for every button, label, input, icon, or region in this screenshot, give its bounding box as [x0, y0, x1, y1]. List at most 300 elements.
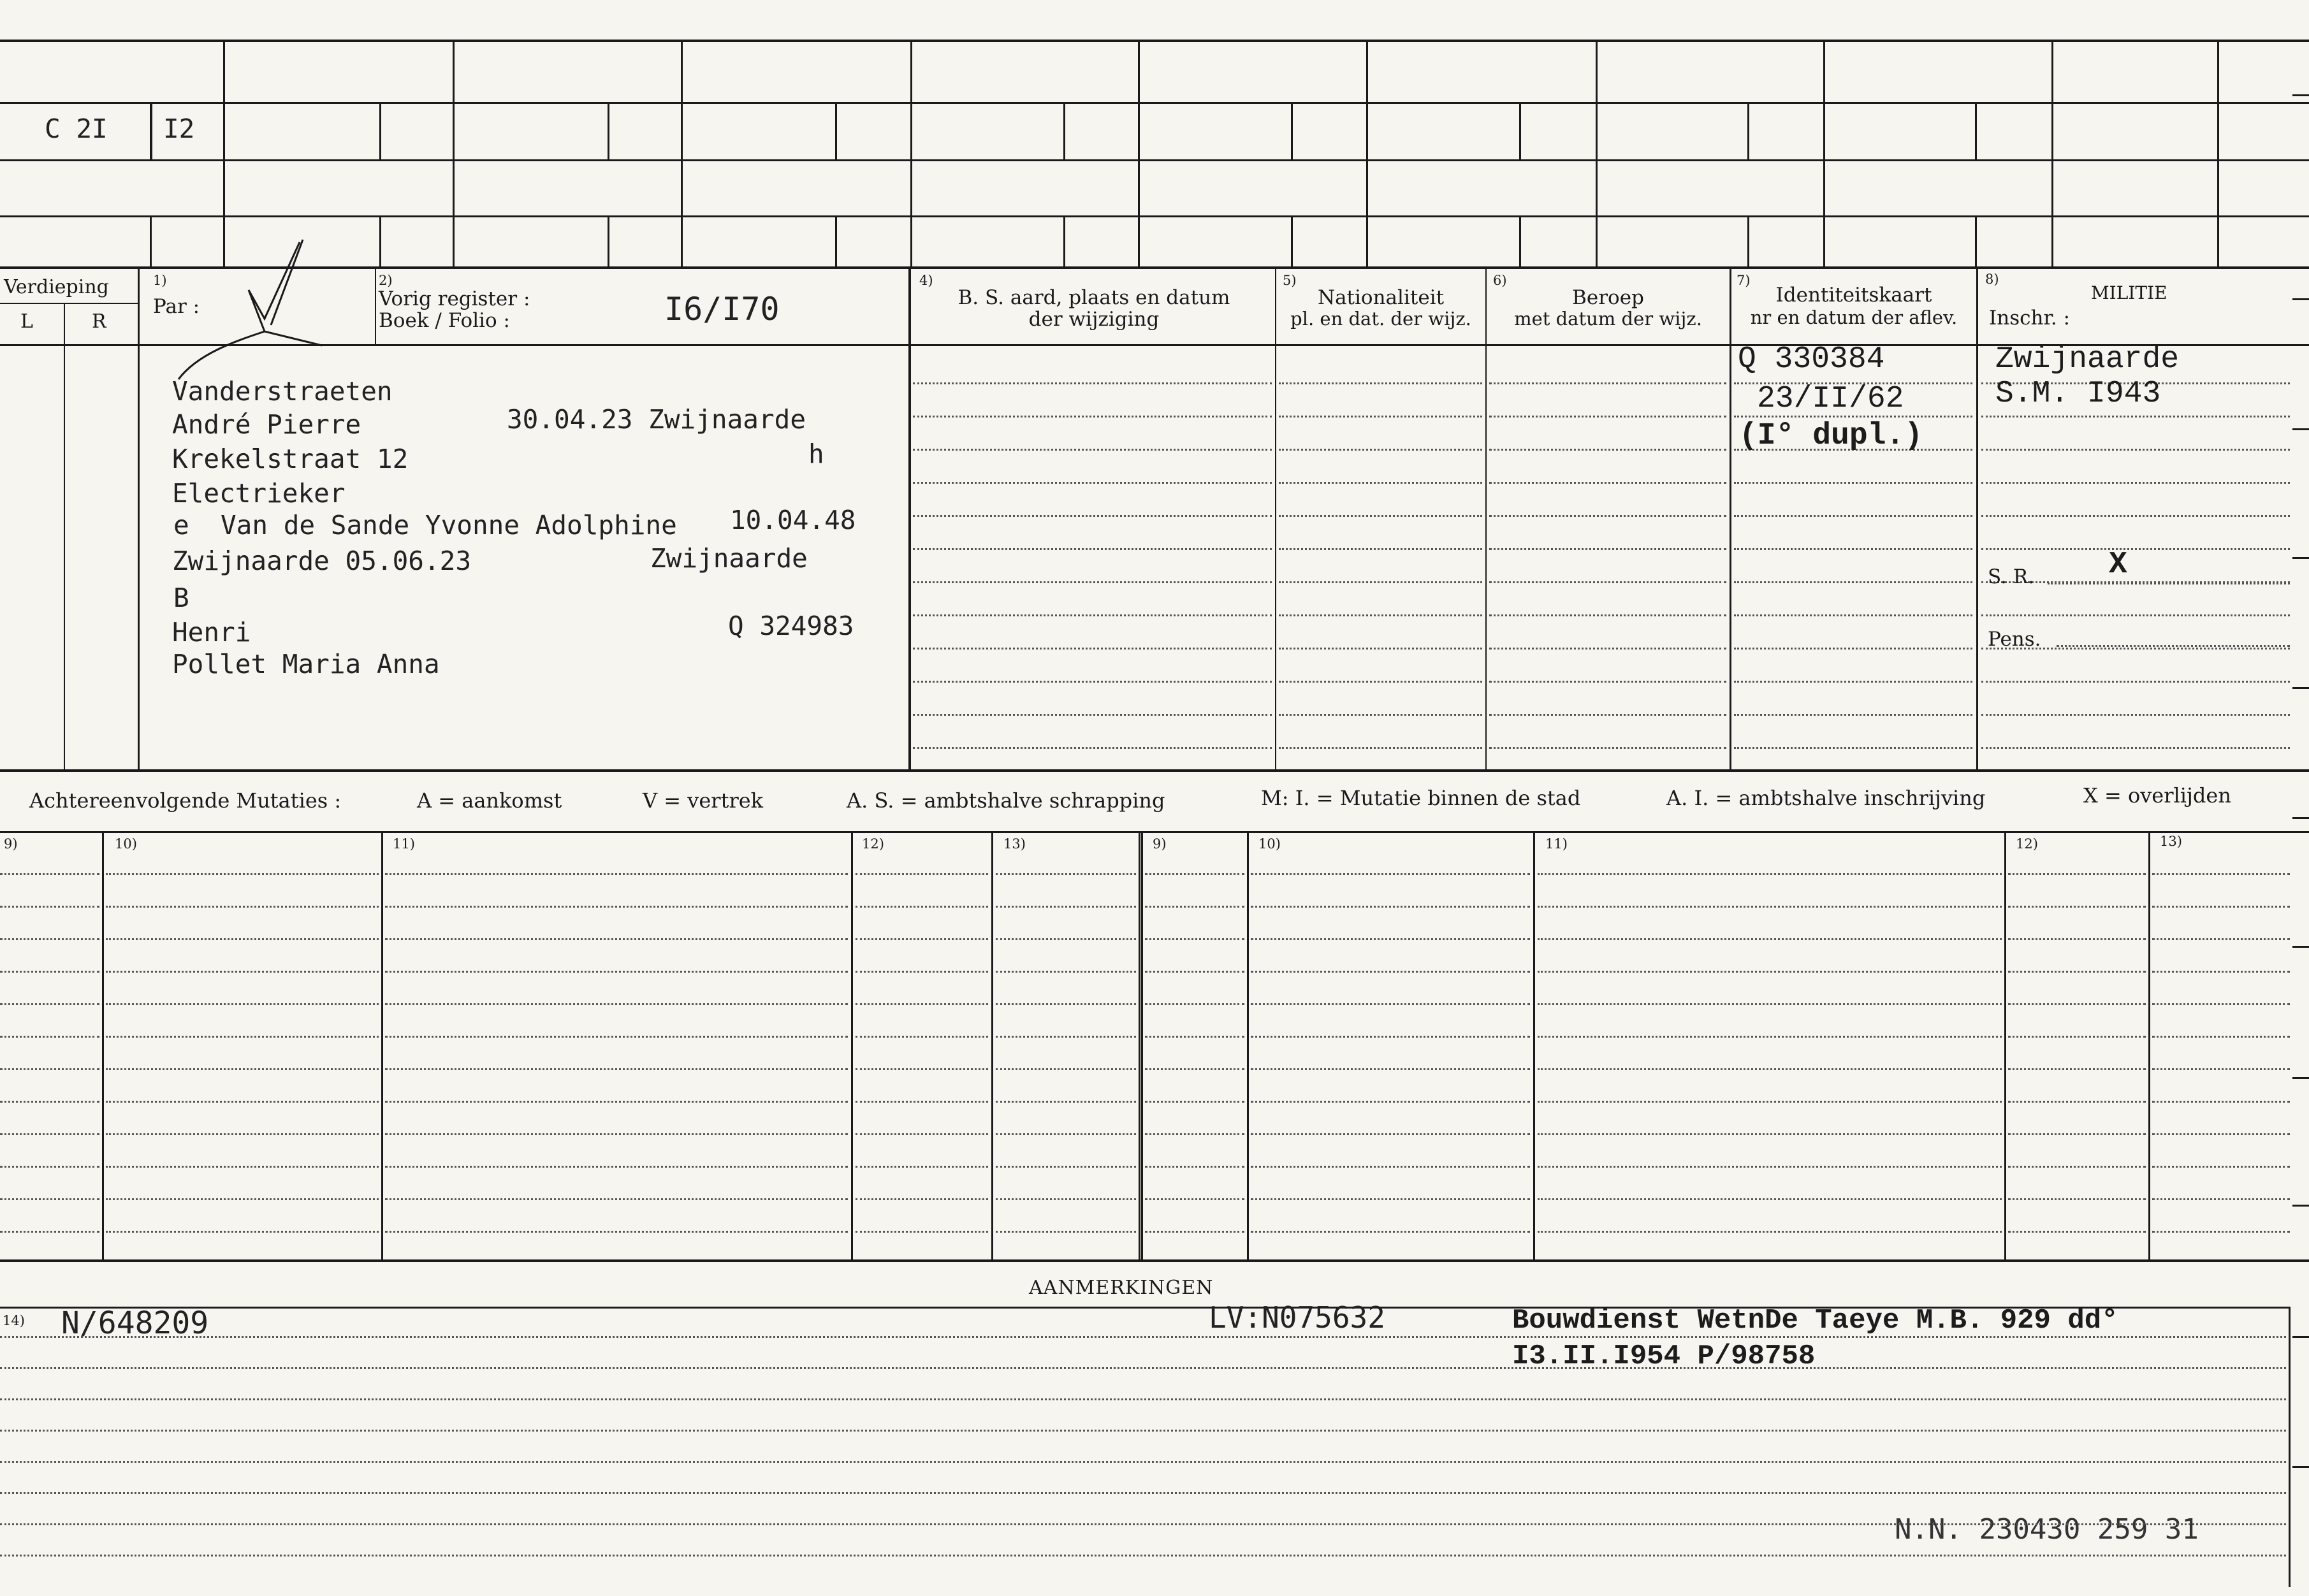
dotted-line [1538, 873, 2002, 875]
dotted-line [1279, 548, 1482, 550]
dotted-line [1538, 971, 2002, 973]
mut-col-10: 10) [115, 836, 137, 852]
mut-col-11: 11) [393, 836, 415, 852]
grid-line [1747, 215, 1749, 268]
dotted-line [106, 1231, 379, 1233]
dotted-line [856, 906, 988, 908]
dotted-line [856, 971, 988, 973]
col-8-number: 8) [1985, 272, 1999, 287]
dotted-line [1145, 1198, 1244, 1200]
dotted-line [856, 1036, 988, 1038]
dotted-line [1279, 449, 1482, 451]
grid-line [910, 40, 912, 268]
dotted-line [2008, 1133, 2146, 1135]
column-divider [64, 303, 65, 769]
edge-tick [2292, 1077, 2309, 1079]
person-birth: 30.04.23 Zwijnaarde [507, 404, 806, 435]
dotted-line [0, 1555, 2286, 1556]
col-4-number: 4) [919, 273, 933, 288]
grid-line [1291, 215, 1293, 268]
dotted-line [2008, 906, 2146, 908]
dotted-line [1279, 482, 1482, 484]
signature-mark [140, 229, 344, 395]
dotted-line [0, 873, 99, 875]
dotted-line [1279, 581, 1482, 583]
dotted-line [856, 938, 988, 940]
dotted-line [1251, 1198, 1530, 1200]
remarks-date-ref: I3.II.I954 P/98758 [1512, 1340, 1816, 1372]
grid-line [64, 305, 65, 344]
dotted-line [913, 382, 1272, 384]
dotted-line [996, 1068, 1136, 1070]
dotted-line [1145, 1036, 1244, 1038]
dotted-line [0, 1398, 2286, 1400]
inschr-label: Inschr. : [1989, 307, 2071, 330]
header-top-line [0, 266, 2309, 269]
dotted-line [1279, 681, 1482, 683]
dotted-line [1538, 938, 2002, 940]
militie-label: MILITIE [2091, 282, 2167, 303]
grid-line [379, 215, 381, 268]
mut-col-13b: 13) [2160, 834, 2182, 849]
person-given-names: André Pierre [172, 409, 361, 440]
dotted-line [913, 648, 1272, 649]
dotted-line [2152, 906, 2290, 908]
dotted-line [2008, 1003, 2146, 1005]
column-divider [138, 268, 140, 769]
marriage-date: 10.04.48 [730, 505, 856, 535]
column-divider [2004, 832, 2006, 1259]
bs-aard-label: B. S. aard, plaats en datum [958, 286, 1230, 309]
dotted-line [2008, 1101, 2146, 1103]
dotted-line [0, 1336, 2286, 1338]
i-code: I2 [163, 113, 195, 144]
dotted-line [2152, 1166, 2290, 1168]
column-divider [1275, 268, 1276, 769]
grid-line [1063, 102, 1065, 159]
grid-line [835, 102, 837, 159]
dotted-line [0, 1101, 99, 1103]
dotted-line [2008, 1231, 2146, 1233]
dotted-line [913, 548, 1272, 550]
dotted-line [913, 614, 1272, 616]
mother-name: Pollet Maria Anna [172, 649, 440, 679]
column-divider [375, 268, 376, 344]
column-divider [381, 832, 383, 1259]
dotted-line [2152, 1101, 2290, 1103]
father-name: Henri [172, 617, 251, 648]
edge-tick [2292, 298, 2309, 300]
remarks-title: AANMERKINGEN [1029, 1277, 1214, 1299]
dotted-line [996, 1003, 1136, 1005]
dotted-line [106, 1003, 379, 1005]
dotted-line [1251, 1036, 1530, 1038]
dotted-line [1981, 482, 2290, 484]
dotted-line [0, 1461, 2286, 1463]
grid-line [608, 215, 609, 268]
dotted-line [2008, 938, 2146, 940]
person-surname: Vanderstraeten [172, 376, 393, 407]
legend-mutatie: M: I. = Mutatie binnen de stad [1261, 786, 1581, 810]
dotted-line [996, 1133, 1136, 1135]
grid-line [2051, 40, 2053, 268]
dotted-line [1251, 1068, 1530, 1070]
remarks-bouwdienst: Bouwdienst WetnDe Taeye M.B. 929 dd° [1512, 1305, 2118, 1337]
dotted-line [1734, 648, 1972, 649]
dotted-line [1538, 1231, 2002, 1233]
dotted-line [1489, 416, 1726, 417]
dotted-line [1734, 614, 1972, 616]
legend-overlijden: X = overlijden [2083, 783, 2231, 808]
identiteitskaart-label: Identiteitskaart [1775, 284, 1932, 307]
c-code: C 2I [45, 113, 108, 144]
header-bottom-line [0, 344, 2309, 346]
legend-schrapping: A. S. = ambtshalve schrapping [847, 788, 1165, 813]
dotted-line [1734, 482, 1972, 484]
dotted-line [1489, 548, 1726, 550]
dotted-line [2008, 1198, 2146, 1200]
beroep-label: Beroep [1572, 286, 1644, 309]
grid-line [150, 102, 152, 159]
dotted-line [1251, 1166, 1530, 1168]
grid-line [1519, 102, 1521, 159]
verdieping-l: L [20, 310, 33, 333]
grid-line [0, 102, 2309, 104]
dotted-line [0, 1523, 2286, 1525]
dotted-line [0, 1492, 2286, 1494]
remarks-n-number: N/648209 [61, 1305, 209, 1341]
identity-date: 23/II/62 [1757, 382, 1904, 416]
column-divider [1139, 832, 1143, 1259]
grid-line [0, 159, 2309, 161]
bs-aard-label-2: der wijziging [1028, 308, 1160, 331]
edge-tick [2292, 428, 2309, 430]
dotted-line [106, 1166, 379, 1168]
dotted-line [2152, 938, 2290, 940]
dotted-line [913, 482, 1272, 484]
dotted-line [385, 971, 848, 973]
dotted-line [1981, 449, 2290, 451]
dotted-line [1145, 1166, 1244, 1168]
grid-line [2217, 40, 2219, 268]
par-label: Par : [153, 295, 200, 318]
dotted-line [1279, 714, 1482, 716]
dotted-line [913, 416, 1272, 417]
dotted-line [1981, 548, 2290, 550]
grid-line [1975, 215, 1977, 268]
dotted-line [1279, 648, 1482, 649]
dotted-line [856, 873, 988, 875]
dotted-line [385, 938, 848, 940]
grid-line [379, 102, 381, 159]
identiteitskaart-label-2: nr en datum der aflev. [1750, 307, 1958, 328]
dotted-line [2008, 873, 2146, 875]
column-divider [851, 832, 853, 1259]
dotted-line [2057, 645, 2290, 647]
dotted-line [106, 1133, 379, 1135]
dotted-line [1981, 515, 2290, 517]
mutations-title: Achtereenvolgende Mutaties : [29, 788, 342, 813]
dotted-line [1489, 581, 1726, 583]
dotted-line [856, 1133, 988, 1135]
dotted-line [106, 1198, 379, 1200]
grid-line [1138, 40, 1140, 268]
dotted-line [0, 1003, 99, 1005]
militie-place: Zwijnaarde [1995, 342, 2180, 377]
dotted-line [1145, 1101, 1244, 1103]
col-2-number: 2) [379, 273, 393, 288]
grid-line [681, 40, 683, 268]
dotted-line [913, 714, 1272, 716]
dotted-line [106, 971, 379, 973]
dotted-line [106, 906, 379, 908]
edge-tick [2292, 817, 2309, 819]
column-divider [991, 832, 993, 1259]
edge-tick [2292, 1205, 2309, 1207]
edge-tick [2292, 1466, 2309, 1468]
dotted-line [2152, 1036, 2290, 1038]
dotted-line [856, 1198, 988, 1200]
boek-folio-value: I6/I70 [664, 291, 780, 328]
dotted-line [0, 971, 99, 973]
dotted-line [1279, 382, 1482, 384]
mut-col-12b: 12) [2016, 836, 2038, 852]
dotted-line [0, 1036, 99, 1038]
mark-h: h [808, 439, 824, 469]
edge-tick [2292, 687, 2309, 689]
dotted-line [0, 1198, 99, 1200]
dotted-line [1538, 1166, 2002, 1168]
dotted-line [1489, 482, 1726, 484]
dotted-line [2008, 1166, 2146, 1168]
dotted-line [1981, 681, 2290, 683]
dotted-line [1251, 1133, 1530, 1135]
spouse-prefix: e [173, 510, 189, 540]
edge-line [2289, 1307, 2291, 1587]
grid-line [835, 215, 837, 268]
dotted-line [2008, 1068, 2146, 1070]
dotted-line [385, 1198, 848, 1200]
dotted-line [0, 1068, 99, 1070]
mut-col-12: 12) [862, 836, 884, 852]
col-1-number: 1) [153, 273, 167, 288]
dotted-line [1489, 515, 1726, 517]
beroep-label-2: met datum der wijz. [1514, 308, 1702, 330]
dotted-line [0, 938, 99, 940]
dotted-line [996, 1198, 1136, 1200]
dotted-line [0, 1133, 99, 1135]
dotted-line [996, 1101, 1136, 1103]
verdieping-r: R [92, 310, 106, 333]
dotted-line [0, 1231, 99, 1233]
dotted-line [2048, 583, 2290, 584]
dotted-line [1538, 1036, 2002, 1038]
col-7-number: 7) [1737, 273, 1751, 288]
dotted-line [2152, 971, 2290, 973]
grid-line [0, 215, 2309, 217]
grid-line [1823, 40, 1825, 268]
grid-line [1063, 215, 1065, 268]
spouse-birth: Zwijnaarde 05.06.23 [172, 546, 471, 576]
dotted-line [106, 1036, 379, 1038]
dotted-line [385, 1101, 848, 1103]
dotted-line [996, 1036, 1136, 1038]
mut-col-11b: 11) [1545, 836, 1568, 852]
dotted-line [1734, 515, 1972, 517]
dotted-line [385, 906, 848, 908]
dotted-line [996, 906, 1136, 908]
mut-col-9: 9) [4, 836, 18, 852]
dotted-line [1981, 614, 2290, 616]
dotted-line [1145, 906, 1244, 908]
vorig-register-label: Vorig register : [379, 287, 530, 310]
dotted-line [1981, 714, 2290, 716]
dotted-line [1145, 971, 1244, 973]
dotted-line [385, 1231, 848, 1233]
dotted-line [1279, 614, 1482, 616]
dotted-line [1279, 515, 1482, 517]
dotted-line [1251, 938, 1530, 940]
dotted-line [856, 1003, 988, 1005]
dotted-line [856, 1068, 988, 1070]
grid-line [1519, 215, 1521, 268]
boek-folio-label: Boek / Folio : [379, 309, 510, 332]
mut-col-9b: 9) [1153, 836, 1167, 852]
mut-col-13: 13) [1003, 836, 1026, 852]
col-5-number: 5) [1283, 273, 1297, 288]
dotted-line [0, 1430, 2286, 1432]
grid-line [1366, 40, 1368, 268]
dotted-line [385, 1068, 848, 1070]
dotted-line [2152, 873, 2290, 875]
dotted-line [1538, 1068, 2002, 1070]
pens-label: Pens. [1988, 628, 2041, 651]
remarks-lv-number: LV:N075632 [1209, 1300, 1385, 1335]
legend-aankomst: A = aankomst [417, 788, 562, 813]
column-divider [102, 832, 104, 1259]
mut-col-10b: 10) [1258, 836, 1281, 852]
grid-line [608, 102, 609, 159]
column-divider [2148, 832, 2150, 1259]
grid-line [1596, 40, 1598, 268]
dotted-line [1145, 1003, 1244, 1005]
column-divider [1533, 832, 1535, 1259]
nationaliteit-label-2: pl. en dat. der wijz. [1290, 308, 1471, 330]
dotted-line [1489, 681, 1726, 683]
sr-label: S. R. [1988, 565, 2035, 588]
column-divider [908, 268, 911, 769]
dotted-line [1145, 938, 1244, 940]
edge-tick [2292, 946, 2309, 948]
dotted-line [2152, 1133, 2290, 1135]
dotted-line [2152, 1198, 2290, 1200]
column-divider [1730, 268, 1731, 769]
edge-tick [2292, 94, 2309, 96]
dotted-line [1279, 747, 1482, 749]
dotted-line [1538, 906, 2002, 908]
dotted-line [913, 681, 1272, 683]
mark-b: B [173, 583, 189, 613]
person-address: Krekelstraat 12 [172, 444, 409, 474]
dotted-line [996, 873, 1136, 875]
grid-line [1291, 102, 1293, 159]
edge-tick [2292, 557, 2309, 559]
dotted-line [0, 1166, 99, 1168]
identity-number: Q 330384 [1738, 342, 1885, 377]
dotted-line [1981, 747, 2290, 749]
dotted-line [1538, 1133, 2002, 1135]
dotted-line [913, 747, 1272, 749]
dotted-line [1279, 416, 1482, 417]
dotted-line [1489, 382, 1726, 384]
dotted-line [0, 906, 99, 908]
dotted-line [385, 1133, 848, 1135]
verdieping-label: Verdieping [4, 276, 109, 298]
col-6-number: 6) [1493, 273, 1507, 288]
remarks-number: 14) [3, 1313, 25, 1328]
dotted-line [1145, 1068, 1244, 1070]
dotted-line [1145, 1133, 1244, 1135]
dotted-line [1489, 714, 1726, 716]
dotted-line [1251, 1231, 1530, 1233]
dotted-line [1251, 1101, 1530, 1103]
dotted-line [996, 1231, 1136, 1233]
legend-inschrijving: A. I. = ambtshalve inschrijving [1666, 786, 1986, 810]
dotted-line [1489, 449, 1726, 451]
dotted-line [1251, 1003, 1530, 1005]
dotted-line [385, 1036, 848, 1038]
national-number: N.N. 230430 259 31 [1895, 1513, 2199, 1546]
militie-sm: S.M. I943 [1995, 377, 2161, 411]
spouse-name: Van de Sande Yvonne Adolphine [221, 510, 677, 540]
dotted-line [1538, 1198, 2002, 1200]
legend-vertrek: V = vertrek [643, 788, 764, 813]
dotted-line [1145, 873, 1244, 875]
nationaliteit-label: Nationaliteit [1317, 286, 1445, 309]
grid-line [1975, 102, 1977, 159]
dotted-line [385, 1003, 848, 1005]
card-number: Q 324983 [728, 611, 854, 641]
dotted-line [1538, 1101, 2002, 1103]
dotted-line [1734, 747, 1972, 749]
dotted-line [1251, 906, 1530, 908]
dotted-line [106, 873, 379, 875]
dotted-line [0, 1367, 2286, 1369]
dotted-line [996, 1166, 1136, 1168]
dotted-line [106, 938, 379, 940]
dotted-line [996, 938, 1136, 940]
grid-line [453, 40, 455, 268]
person-profession: Electrieker [172, 478, 346, 509]
dotted-line [1734, 548, 1972, 550]
dotted-line [1538, 1003, 2002, 1005]
column-divider [1247, 832, 1249, 1259]
dotted-line [1981, 416, 2290, 417]
dotted-line [856, 1166, 988, 1168]
dotted-line [1489, 614, 1726, 616]
column-divider [1485, 268, 1487, 769]
grid-line [0, 303, 139, 304]
dotted-line [1734, 581, 1972, 583]
mutations-bottom-line [0, 1259, 2309, 1262]
dotted-line [913, 515, 1272, 517]
dotted-line [2152, 1231, 2290, 1233]
marriage-place: Zwijnaarde [650, 543, 808, 574]
entry-bottom-line [0, 769, 2309, 772]
dotted-line [1734, 714, 1972, 716]
dotted-line [1734, 681, 1972, 683]
mutations-top-line [0, 831, 2309, 833]
